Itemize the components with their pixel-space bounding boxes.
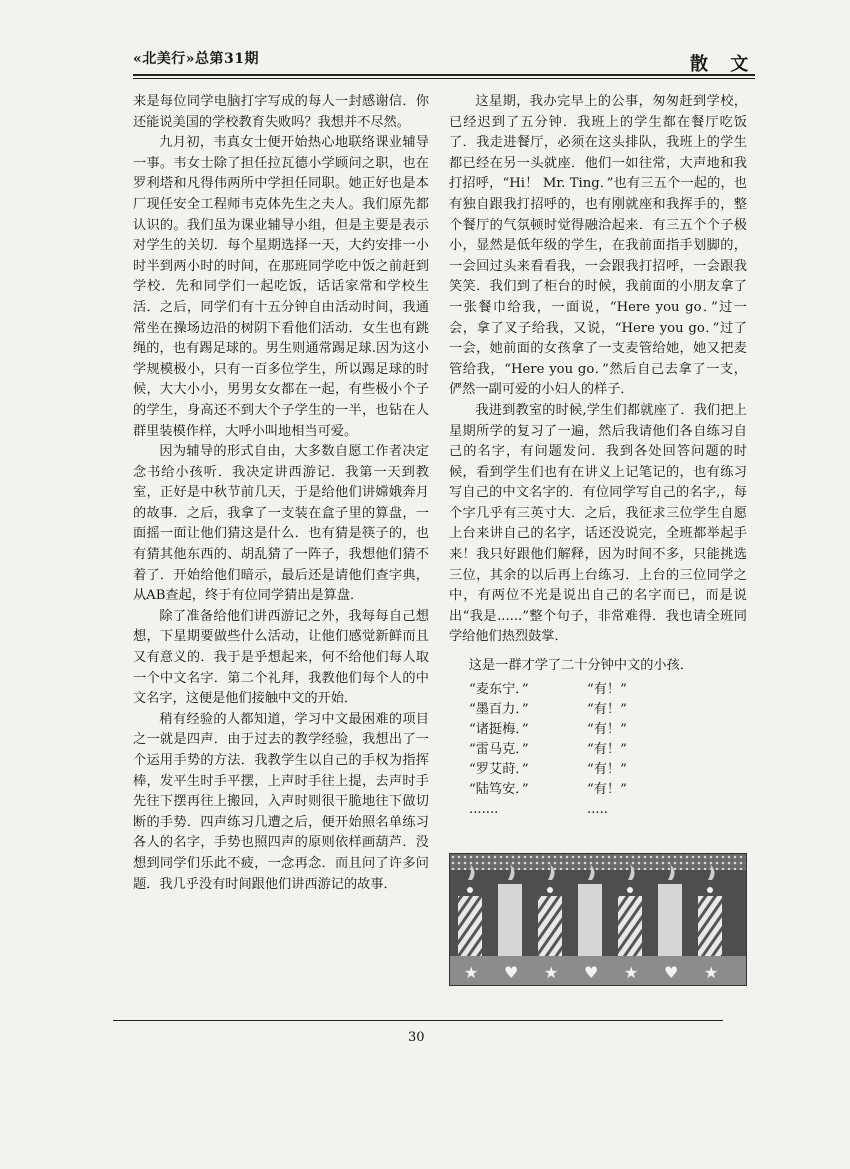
svg-text:★: ★ [624,963,639,982]
paragraph: 稍有经验的人都知道，学习中文最困难的项目之一就是四声．由于过去的教学经验，我想出了一个运用手势的方法．我教学生以自己的手权为指挥棒，发平生时手平摆，上声时手往上提，去声时手先往下摆再往上搬回，入声时则很干脆地往下做切断的手势．四声练习几遭之后，便开始照名单练习各人的名字，手势也照四声的原则依样画葫芦．没想到同学们乐此不疲，一念再念．而且问了许多问题．我几乎没有时间跟他们讲西游记的故事． [133,711,429,892]
paragraph: 来是每位同学电脑打字写成的每人一封感谢信．你还能说美国的学校教育失败吗？我想并不尽然。 [133,94,429,130]
header-rule [133,74,755,76]
section-label: 散 文 [690,54,757,75]
left-column [133,92,429,895]
roll-call-row [449,800,747,820]
student-answer: “有！” [587,681,627,697]
svg-text:♥: ♥ [664,963,679,982]
svg-text:♥: ♥ [584,963,599,982]
student-answer: ..... [587,801,608,817]
roll-call-row [449,700,747,720]
roll-call-row [449,760,747,780]
page-number: 30 [408,1030,425,1045]
student-name: “罗艾莳．” [469,761,529,777]
roll-call-list [449,680,747,820]
student-answer: “有！” [587,781,627,797]
candle-pattern-illustration [449,853,747,986]
header-rule-thin [133,78,755,79]
roll-call-row [449,720,747,740]
student-name: “墨百力．” [469,701,529,717]
paragraph: 除了准备给他们讲西游记之外，我每每自己想想，下星期要做些什么活动，让他们感觉新鲜而且又有意义的．我于是乎想起来，何不给他们每人取一个中文名字．第二个礼拜，我教他们每个人的中文名字，这便是他们接触中文的开始． [133,608,429,707]
student-answer: “有！” [587,701,627,717]
student-name: ....... [469,801,499,817]
roll-call-intro: 这是一群才学了二十分钟中文的小孩． [468,658,693,674]
roll-call-row [449,680,747,700]
student-name: “雷马克．” [469,741,529,757]
student-name: “陆笃安．” [469,781,529,797]
student-name: “诸挺梅．” [469,721,529,737]
paragraph: 因为辅导的形式自由，大多数自愿工作者决定念书给小孩听．我决定讲西游记．我第一天到教室，正好是中秋节前几天，于是给他们讲嫦娥奔月的故事．之后，我拿了一支装在盒子里的算盘，一面摇一面让他们猜这是什么．也有猜是筷子的，也有猜其他东西的、胡乱猜了一阵子，我想他们猜不着了．开始给他们暗示，最后还是请他们查字典，从AB查起，终于有位同学猜出是算盘． [133,444,429,604]
roll-call-row [449,740,747,760]
paragraph: 这星期，我办完早上的公事，匆匆赶到学校，已经迟到了五分钟．我班上的学生都在餐厅吃饭了．我走进餐厅，必须在这头排队，我班上的学生都已经在另一头就座．他们一如往常，大声地和我打招呼，“Hi！ Mr. Ting．”也有三五个一起的，也有独自跟我打招呼的，也有刚就座和我挥手的，整个餐厅的气氛顿时觉得融洽起来．有三五个个子极小，显然是低年级的学生，在我前面指手划脚的，一会回过头来看看我，一会跟我打招呼，一会跟我笑笑．我们到了柜台的时候，我前面的小朋友拿了一张餐巾给我，一面说，“Here you go．”过一会，拿了叉子给我，又说，“Here you go．”过了一会，她前面的女孩拿了一支麦管给她，她又把麦管给我，“Here you go．”然后自己去拿了一支，俨然一副可爱的小妇人的样子． [449,94,747,398]
right-column [449,92,747,820]
student-answer: “有！” [587,721,627,737]
student-answer: “有！” [587,741,627,757]
svg-text:♥: ♥ [504,963,519,982]
magazine-issue-title: «北美行»总第31期 [133,51,259,67]
roll-call-row [449,780,747,800]
student-name: “麦东宁．” [469,681,529,697]
svg-text:★: ★ [464,963,479,982]
student-answer: “有！” [587,761,627,777]
svg-text:★: ★ [544,963,559,982]
paragraph: 我进到教室的时候,学生们都就座了．我们把上星期所学的复习了一遍，然后我请他们各自练习自己的名字，有问题发问．我到各处回答问题的时候，看到学生们也有在讲义上记笔记的，也有练习写自己的中文名字的．有位同学写自己的名字,，每个字几乎有三英寸大．之后，我征求三位学生自愿上台来讲自己的名字，话还没说完，全班都举起手来！我只好跟他们解释，因为时间不多，只能挑选三位，其余的以后再上台练习．上台的三位同学之中，有两位不光是说出自己的名字而已，而是说出“我是......”整个句子，非常难得．我也请全班同学给他们热烈鼓掌． [449,402,747,645]
svg-text:★: ★ [704,963,719,982]
paragraph: 九月初，韦真女士便开始热心地联络课业辅导一事。韦女士除了担任拉瓦德小学顾问之职，也在罗利塔和凡得伟两所中学担任同职。她正好也是本厂现任安全工程师韦克体先生之夫人。我们原先都认识的。我们虽为课业辅导小组，但是主要是表示对学生的关切．每个星期选择一天，大约安排一小时半到两小时的时间，在那班同学吃中饭之前赶到学校．先和同学们一起吃饭，话话家常和学校生活．之后，同学们有十五分钟自由活动时间，我通常坐在操场边沿的树阴下看他们活动．女生也有跳绳的，也有踢足球的。男生则通常踢足球.因为这小学规模极小，只有一百多位学生，所以踢足球的时候，大大小小，男男女女都在一起，有些极小个子的学生，身高还不到大个子学生的一半，也钻在人群里装模作样，大呼小叫地相当可爱。 [133,135,429,439]
footer-rule [113,1020,723,1021]
